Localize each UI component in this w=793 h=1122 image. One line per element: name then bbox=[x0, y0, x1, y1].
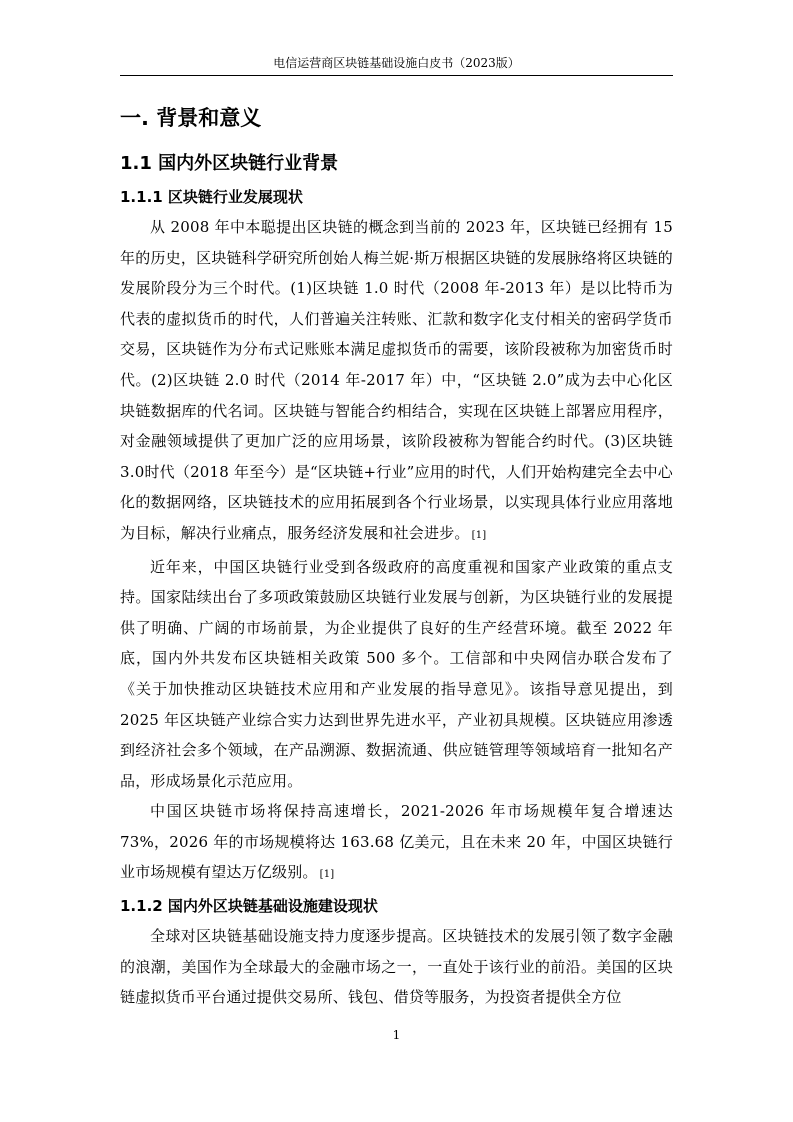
page-number: 1 bbox=[392, 1028, 401, 1042]
subsection-title-1-1-1: 1.1.1 区块链行业发展现状 bbox=[120, 188, 303, 206]
citation-ref: [1] bbox=[471, 529, 487, 541]
paragraph: 从 2008 年中本聪提出区块链的概念到当前的 2023 年，区块链已经拥有 15 年的历史，区块链科学研究所创始人梅兰妮·斯万根据区块链的发展脉络将区块链的发展阶段分为三个时代。(1)区块链 1.0 时代（2008 年-2013 年）是以比特币为代表的虚拟货币的时代，人们普遍关注转账、汇款和数字化支付相关的密码学货币交易，区块链作为分布式记账账本满足虚拟货币的需要，该阶段被称为加密货币时代。(2)区块链 2.0 时代（2014 年-2017 年）中，“区块链 2.0”成为去中心化区块链数据库的代名词。区块链与智能合约相结合，实现在区块链上部署应用程序，对金融领域提供了更加广泛的应用场景，该阶段被称为智能合约时代。(3)区块链 3.0时代（2018 年至今）是“区块链+行业”应用的时代，人们开始构建完全去中心化的数据网络，区块链技术的应用拓展到各个行业场景，以实现具体行业应用落地为目标，解决行业痛点，服务经济发展和社会进步。 [1] bbox=[120, 218, 673, 542]
document-body bbox=[120, 98, 673, 1013]
paragraph: 中国区块链市场将保持高速增长，2021-2026 年市场规模年复合增速达 73%，2026 年的市场规模将达 163.68 亿美元，且在未来 20 年，中国区块链行业市场规模有望达万亿级别。 [1] bbox=[120, 802, 673, 882]
chapter-title: 一. 背景和意义 bbox=[120, 106, 262, 130]
paragraph: 近年来，中国区块链行业受到各级政府的高度重视和国家产业政策的重点支持。国家陆续出台了多项政策鼓励区块链行业发展与创新，为区块链行业的发展提供了明确、广阔的市场前景，为企业提供了良好的生产经营环境。截至 2022 年底，国内外共发布区块链相关政策 500 多个。工信部和中央网信办联合发布了《关于加快推动区块链技术应用和产业发展的指导意见》。该指导意见提出，到 2025 年区块链产业综合实力达到世界先进水平，产业初具规模。区块链应用渗透到经济社会多个领域，在产品溯源、数据流通、供应链管理等领域培育一批知名产品，形成场景化示范应用。 bbox=[120, 557, 673, 790]
citation-ref: [1] bbox=[319, 869, 335, 881]
section-title-1-1: 1.1 国内外区块链行业背景 bbox=[120, 153, 339, 174]
subsection-title-1-1-2: 1.1.2 国内外区块链基础设施建设现状 bbox=[120, 897, 378, 916]
running-header bbox=[120, 55, 673, 76]
header-title: 电信运营商区块链基础设施白皮书（2023版） bbox=[273, 56, 520, 70]
paragraph: 全球对区块链基础设施支持力度逐步提高。区块链技术的发展引领了数字金融的浪潮，美国作为全球最大的金融市场之一，一直处于该行业的前沿。美国的区块链虚拟货币平台通过提供交易所、钱包、借贷等服务，为投资者提供全方位 bbox=[120, 927, 673, 1007]
